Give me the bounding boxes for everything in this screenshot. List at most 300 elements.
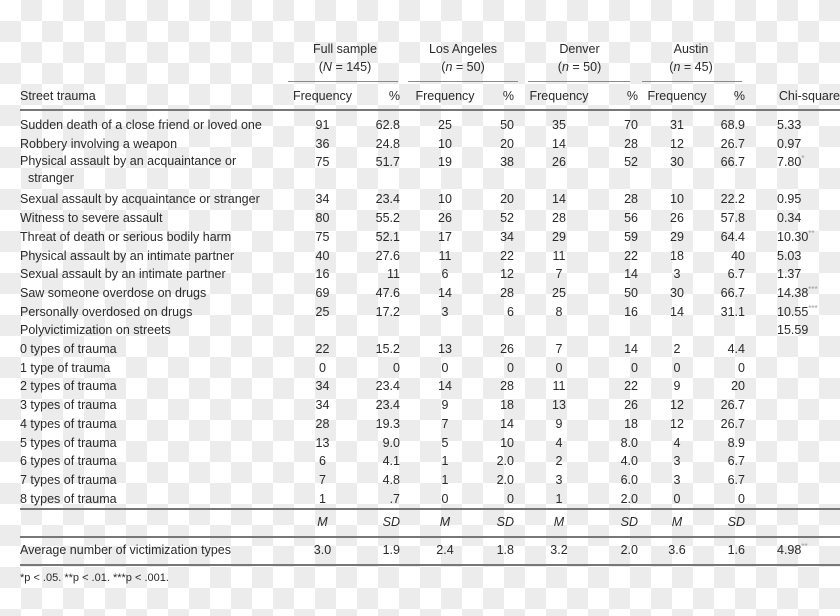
chi-square-cell (745, 359, 840, 378)
value-cell: 25 (315, 304, 330, 319)
chi-square-cell (745, 265, 840, 284)
percent-cell: 16 (624, 304, 638, 319)
header-rule (20, 109, 840, 111)
table-row (20, 116, 840, 135)
value-cell: 5 (441, 435, 449, 450)
percent-cell: 66.7 (720, 155, 745, 170)
stat-header-row (20, 513, 840, 532)
table-row (20, 247, 840, 266)
percent-cell: 18 (500, 398, 514, 413)
group-n: (n = 45) (669, 60, 713, 74)
percent-cell: 47.6 (375, 285, 400, 300)
table-row (20, 490, 840, 509)
chi-square-cell (745, 228, 840, 247)
percent-cell: 6.7 (727, 454, 745, 469)
footnote: *p < .05. **p < .01. ***p < .001. (20, 572, 169, 584)
value-cell: 14 (438, 379, 452, 394)
row-label: 3 types of trauma (20, 398, 117, 413)
value-cell: 35 (552, 118, 566, 132)
n-label: n (445, 60, 453, 74)
value-cell: 2.4 (436, 543, 454, 557)
percent-cell: 28 (624, 136, 638, 151)
stat-label: M (553, 515, 565, 529)
percent-cell: 19.3 (375, 416, 400, 431)
percent-cell: 26.7 (720, 136, 745, 151)
value-cell: 8 (555, 304, 563, 319)
percent-cell: 14 (500, 416, 514, 431)
chi-value: 4.98 (777, 543, 802, 557)
table-row (20, 284, 840, 303)
group-underline (642, 81, 742, 82)
group-header-full-sample (290, 40, 400, 76)
value-cell: 26 (552, 155, 566, 170)
group-underline (408, 81, 518, 82)
table-row (20, 415, 840, 434)
column-header: Frequency (292, 89, 353, 103)
column-header: % (733, 89, 745, 103)
chi-square-cell (745, 190, 840, 209)
value-cell: 7 (555, 267, 563, 282)
chi-square-cell (745, 541, 840, 560)
column-header: Frequency (529, 89, 589, 103)
chi-value: 0.95 (777, 192, 802, 207)
percent-cell: 15.2 (375, 342, 400, 357)
percent-cell: 24.8 (375, 136, 400, 151)
section-rule (20, 508, 840, 510)
value-cell: 69 (315, 285, 330, 300)
value-cell: 26 (438, 211, 452, 226)
percent-cell: 66.7 (720, 285, 745, 300)
value-cell: 75 (315, 229, 330, 244)
percent-cell: 23.4 (375, 379, 400, 394)
table-row (20, 359, 840, 378)
column-header-row (20, 87, 840, 106)
row-label: Sexual assault by acquaintance or stranger (20, 192, 260, 207)
percent-cell: 50 (500, 118, 514, 132)
column-header: Chi-square (778, 89, 840, 103)
table-row (20, 396, 840, 415)
percent-cell: 6 (507, 304, 514, 319)
chi-square-cell (745, 471, 840, 490)
percent-cell: 4.8 (382, 472, 400, 487)
value-cell: 36 (315, 136, 330, 151)
percent-cell: 64.4 (720, 229, 745, 244)
value-cell: 10 (438, 136, 452, 151)
percent-cell: 59 (624, 229, 638, 244)
percent-cell: 26 (624, 398, 638, 413)
chi-value: 10.55 (777, 304, 809, 319)
percent-cell: 6.7 (727, 472, 745, 487)
value-cell: 13 (315, 435, 330, 450)
value-cell: 10 (670, 192, 684, 207)
value-cell: 0 (441, 491, 449, 506)
table-row (20, 209, 840, 228)
n-label: n (561, 60, 569, 74)
row-label: Witness to severe assault (20, 211, 163, 226)
group-n: (n = 50) (557, 60, 602, 74)
row-label: Robbery involving a weapon (20, 136, 178, 151)
row-label-line: Physical assault by an acquaintance or (20, 154, 237, 169)
row-label: Average number of victimization types (20, 543, 231, 557)
value-cell: 1 (441, 454, 449, 469)
value-cell: 0 (441, 360, 449, 375)
column-header: Street trauma (20, 89, 96, 103)
row-label: Physical assault by an intimate partner (20, 248, 234, 263)
group-name: Full sample (313, 42, 377, 56)
value-cell: 3 (555, 472, 563, 487)
value-cell: 3 (441, 304, 449, 319)
stat-label: SD (496, 515, 514, 529)
percent-cell: 6.7 (727, 267, 745, 282)
percent-cell: 57.8 (720, 211, 745, 226)
stat-label: M (317, 515, 328, 529)
column-header: % (502, 89, 514, 103)
row-label: Sudden death of a close friend or loved one (20, 118, 262, 132)
percent-cell: 1.6 (727, 543, 745, 557)
value-cell: 3 (673, 267, 681, 282)
percent-cell: 22 (500, 248, 514, 263)
value-cell: 9 (441, 398, 449, 413)
average-row-table (20, 541, 840, 560)
row-label: 0 types of trauma (20, 342, 117, 357)
row-label: Polyvictimization on streets (20, 323, 171, 338)
chi-value: 5.33 (777, 118, 802, 132)
percent-cell: 0 (393, 360, 400, 375)
value-cell: 3.0 (313, 543, 332, 557)
percent-cell: 4.4 (727, 342, 745, 357)
significance-marker: ** (808, 228, 815, 238)
row-label: Saw someone overdose on drugs (20, 285, 207, 300)
value-cell: 3.6 (668, 543, 686, 557)
stat-label: M (439, 515, 451, 529)
table-row (20, 340, 840, 359)
percent-cell: 4.0 (620, 454, 638, 469)
row-label (20, 153, 290, 190)
percent-cell: 22.2 (720, 192, 745, 207)
chi-square-cell (745, 209, 840, 228)
percent-cell: 55.2 (375, 211, 400, 226)
value-cell: 29 (552, 229, 566, 244)
percent-cell: 26.7 (720, 416, 745, 431)
column-header: % (388, 89, 400, 103)
value-cell: 6 (441, 267, 449, 282)
percent-cell: 28 (500, 285, 514, 300)
percent-cell: 56 (624, 211, 638, 226)
table-row (20, 135, 840, 154)
table-row (20, 153, 840, 190)
table-row (20, 471, 840, 490)
value-cell: 11 (552, 379, 566, 394)
group-header-denver (527, 40, 632, 76)
percent-cell: 17.2 (375, 304, 400, 319)
percent-cell: 62.8 (375, 118, 400, 132)
significance-marker: *** (808, 284, 818, 294)
value-cell: 29 (670, 229, 684, 244)
chi-value: 7.80 (777, 155, 802, 170)
percent-cell: 51.7 (375, 155, 400, 170)
row-label: 6 types of trauma (20, 454, 117, 469)
row-label: 4 types of trauma (20, 416, 117, 431)
group-n: (N = 145) (318, 60, 372, 74)
chi-square-cell (745, 340, 840, 359)
percent-cell: 38 (500, 155, 514, 170)
value-cell: 19 (438, 155, 452, 170)
section-rule (20, 536, 840, 538)
group-header-los-angeles (408, 40, 518, 76)
table-row (20, 452, 840, 471)
chi-value: 10.30 (777, 229, 809, 244)
value-cell: 13 (552, 398, 566, 413)
chi-value: 15.59 (777, 323, 809, 338)
chi-square-cell (745, 377, 840, 396)
average-row (20, 541, 840, 560)
percent-cell: 2.0 (496, 472, 514, 487)
value-cell: 12 (670, 136, 684, 151)
group-name: Denver (559, 42, 600, 56)
value-cell: 12 (670, 416, 684, 431)
value-cell: 40 (315, 248, 330, 263)
table-row (20, 228, 840, 247)
value-cell: 3 (673, 454, 681, 469)
percent-cell (604, 321, 638, 340)
value-cell: 0 (673, 360, 681, 375)
value-cell: 30 (670, 285, 684, 300)
percent-cell: 0 (738, 360, 745, 375)
group-underline (288, 81, 398, 82)
table-row (20, 265, 840, 284)
column-header: % (626, 89, 638, 103)
percent-cell: 12 (500, 267, 514, 282)
stat-label: SD (727, 515, 745, 529)
percent-cell: 22 (624, 379, 638, 394)
value-cell: 10 (438, 192, 452, 207)
chi-value: 0.34 (777, 211, 802, 226)
percent-cell: 1.9 (382, 543, 400, 557)
value-cell: 11 (438, 248, 452, 263)
percent-cell: 52.1 (375, 229, 400, 244)
chi-value: 0.97 (777, 136, 802, 151)
value-cell: 0 (673, 491, 681, 506)
value-cell: 14 (552, 136, 566, 151)
significance-marker: *** (808, 303, 818, 313)
value-cell: 30 (670, 155, 684, 170)
row-label: 1 type of trauma (20, 360, 111, 375)
percent-cell: 70 (624, 118, 638, 132)
percent-cell: 14 (624, 342, 638, 357)
n-label: N (322, 60, 332, 74)
table-row (20, 321, 840, 340)
chi-square-cell (745, 490, 840, 509)
percent-cell: 11 (387, 267, 400, 282)
row-label: Threat of death or serious bodily harm (20, 229, 232, 244)
value-cell (638, 321, 716, 340)
percent-cell: 2.0 (620, 491, 638, 506)
percent-cell: 8.0 (620, 435, 638, 450)
value-cell: 25 (438, 118, 452, 132)
n-value: = 50 (572, 60, 598, 74)
percent-cell: 26.7 (720, 398, 745, 413)
n-value: = 50 (455, 60, 481, 74)
chi-square-cell (745, 116, 840, 135)
chi-square-cell (745, 434, 840, 453)
value-cell: 13 (438, 342, 452, 357)
chi-square-cell (745, 284, 840, 303)
percent-cell (716, 321, 745, 340)
value-cell: 12 (670, 398, 684, 413)
value-cell: 3 (673, 472, 681, 487)
percent-cell: 9.0 (382, 435, 400, 450)
percent-cell: 20 (500, 136, 514, 151)
percent-cell: 0 (631, 360, 638, 375)
table-row (20, 190, 840, 209)
percent-cell: 20 (731, 379, 745, 394)
group-underline (528, 81, 630, 82)
row-label: 2 types of trauma (20, 379, 117, 394)
row-label: Sexual assault by an intimate partner (20, 267, 226, 282)
chi-square-cell (745, 303, 840, 322)
row-label: 7 types of trauma (20, 472, 117, 487)
value-cell: 1 (441, 472, 449, 487)
chi-value: 1.37 (777, 267, 802, 282)
value-cell: 18 (670, 248, 684, 263)
value-cell: 2 (555, 454, 563, 469)
value-cell: 34 (315, 398, 330, 413)
group-n: (n = 50) (441, 60, 485, 74)
n-value: = 45 (683, 60, 709, 74)
value-cell: 80 (315, 211, 330, 226)
value-cell: 22 (315, 342, 330, 357)
percent-cell: 26 (500, 342, 514, 357)
table-row (20, 303, 840, 322)
chi-value: 14.38 (777, 285, 809, 300)
percent-cell: 52 (500, 211, 514, 226)
row-label: 8 types of trauma (20, 491, 117, 506)
column-header: Frequency (647, 89, 707, 103)
value-cell (514, 321, 604, 340)
value-cell: 91 (315, 118, 330, 132)
value-cell: 3.2 (550, 543, 568, 557)
group-name: Austin (673, 42, 709, 56)
bottom-rule (20, 564, 840, 566)
percent-cell: 6.0 (620, 472, 638, 487)
chi-square-cell (745, 321, 840, 340)
value-cell: 75 (315, 155, 330, 170)
percent-cell: 68.9 (720, 118, 745, 132)
value-cell: 16 (315, 267, 330, 282)
percent-cell (490, 321, 514, 340)
percent-cell: 50 (624, 285, 638, 300)
row-label-line: stranger (28, 171, 74, 186)
chi-square-cell (745, 452, 840, 471)
value-cell: 11 (552, 248, 566, 263)
chi-square-cell (745, 396, 840, 415)
stat-label: M (671, 515, 683, 529)
percent-cell: 34 (500, 229, 514, 244)
value-cell: 6 (319, 454, 326, 469)
row-label: 5 types of trauma (20, 435, 117, 450)
percent-cell: 22 (624, 248, 638, 263)
table-row (20, 377, 840, 396)
value-cell: 7 (555, 342, 563, 357)
value-cell: 0 (319, 360, 326, 375)
value-cell: 7 (319, 472, 326, 487)
percent-cell: 1.8 (496, 543, 514, 557)
value-cell: 34 (315, 379, 330, 394)
value-cell (290, 321, 355, 340)
value-cell: 0 (555, 360, 563, 375)
percent-cell: 8.9 (727, 435, 745, 450)
value-cell: 14 (438, 285, 452, 300)
value-cell: 2 (673, 342, 681, 357)
value-cell: 17 (438, 229, 452, 244)
value-cell: 34 (315, 192, 330, 207)
value-cell: 4 (673, 435, 681, 450)
percent-cell: 14 (624, 267, 638, 282)
percent-cell (355, 321, 400, 340)
value-cell: 4 (555, 435, 563, 450)
percent-cell: 52 (624, 155, 638, 170)
value-cell: 9 (673, 379, 681, 394)
n-label: n (673, 60, 681, 74)
percent-cell: 23.4 (375, 192, 400, 207)
chi-square-cell (745, 153, 840, 190)
column-header: Frequency (415, 89, 475, 103)
value-cell: 26 (670, 211, 684, 226)
percent-cell: 40 (731, 248, 745, 263)
chi-square-cell (745, 415, 840, 434)
value-cell: 14 (670, 304, 684, 319)
table-row (20, 434, 840, 453)
value-cell: 1 (319, 491, 326, 506)
value-cell: 14 (552, 192, 566, 207)
percent-cell: 20 (500, 192, 514, 207)
value-cell: 9 (555, 416, 563, 431)
row-label: Personally overdosed on drugs (20, 304, 193, 319)
value-cell: 25 (552, 285, 566, 300)
stat-header (20, 513, 840, 532)
significance-marker: * (801, 154, 805, 164)
percent-cell: 28 (500, 379, 514, 394)
data-table (20, 116, 840, 508)
percent-cell: 10 (500, 435, 514, 450)
chi-square-cell (745, 135, 840, 154)
significance-marker: ** (801, 542, 808, 551)
value-cell: 31 (670, 118, 684, 132)
percent-cell: 28 (624, 192, 638, 207)
n-value: = 145 (335, 60, 368, 74)
percent-cell: 2.0 (620, 543, 638, 557)
percent-cell: 0 (507, 491, 514, 506)
percent-cell: 27.6 (375, 248, 400, 263)
stat-label: SD (620, 515, 638, 529)
chi-value: 5.03 (777, 248, 802, 263)
percent-cell: 2.0 (496, 454, 514, 469)
value-cell: 28 (552, 211, 566, 226)
value-cell: 7 (441, 416, 449, 431)
percent-cell: 23.4 (375, 398, 400, 413)
value-cell: 1 (555, 491, 563, 506)
percent-cell: 0 (507, 360, 514, 375)
percent-cell: 4.1 (382, 454, 400, 469)
empty-cell (20, 513, 290, 532)
value-cell (400, 321, 490, 340)
percent-cell: 0 (738, 491, 745, 506)
value-cell: 28 (315, 416, 330, 431)
group-name: Los Angeles (428, 42, 498, 56)
percent-cell: 31.1 (720, 304, 745, 319)
chi-square-cell (745, 247, 840, 266)
percent-cell: .7 (389, 491, 400, 506)
